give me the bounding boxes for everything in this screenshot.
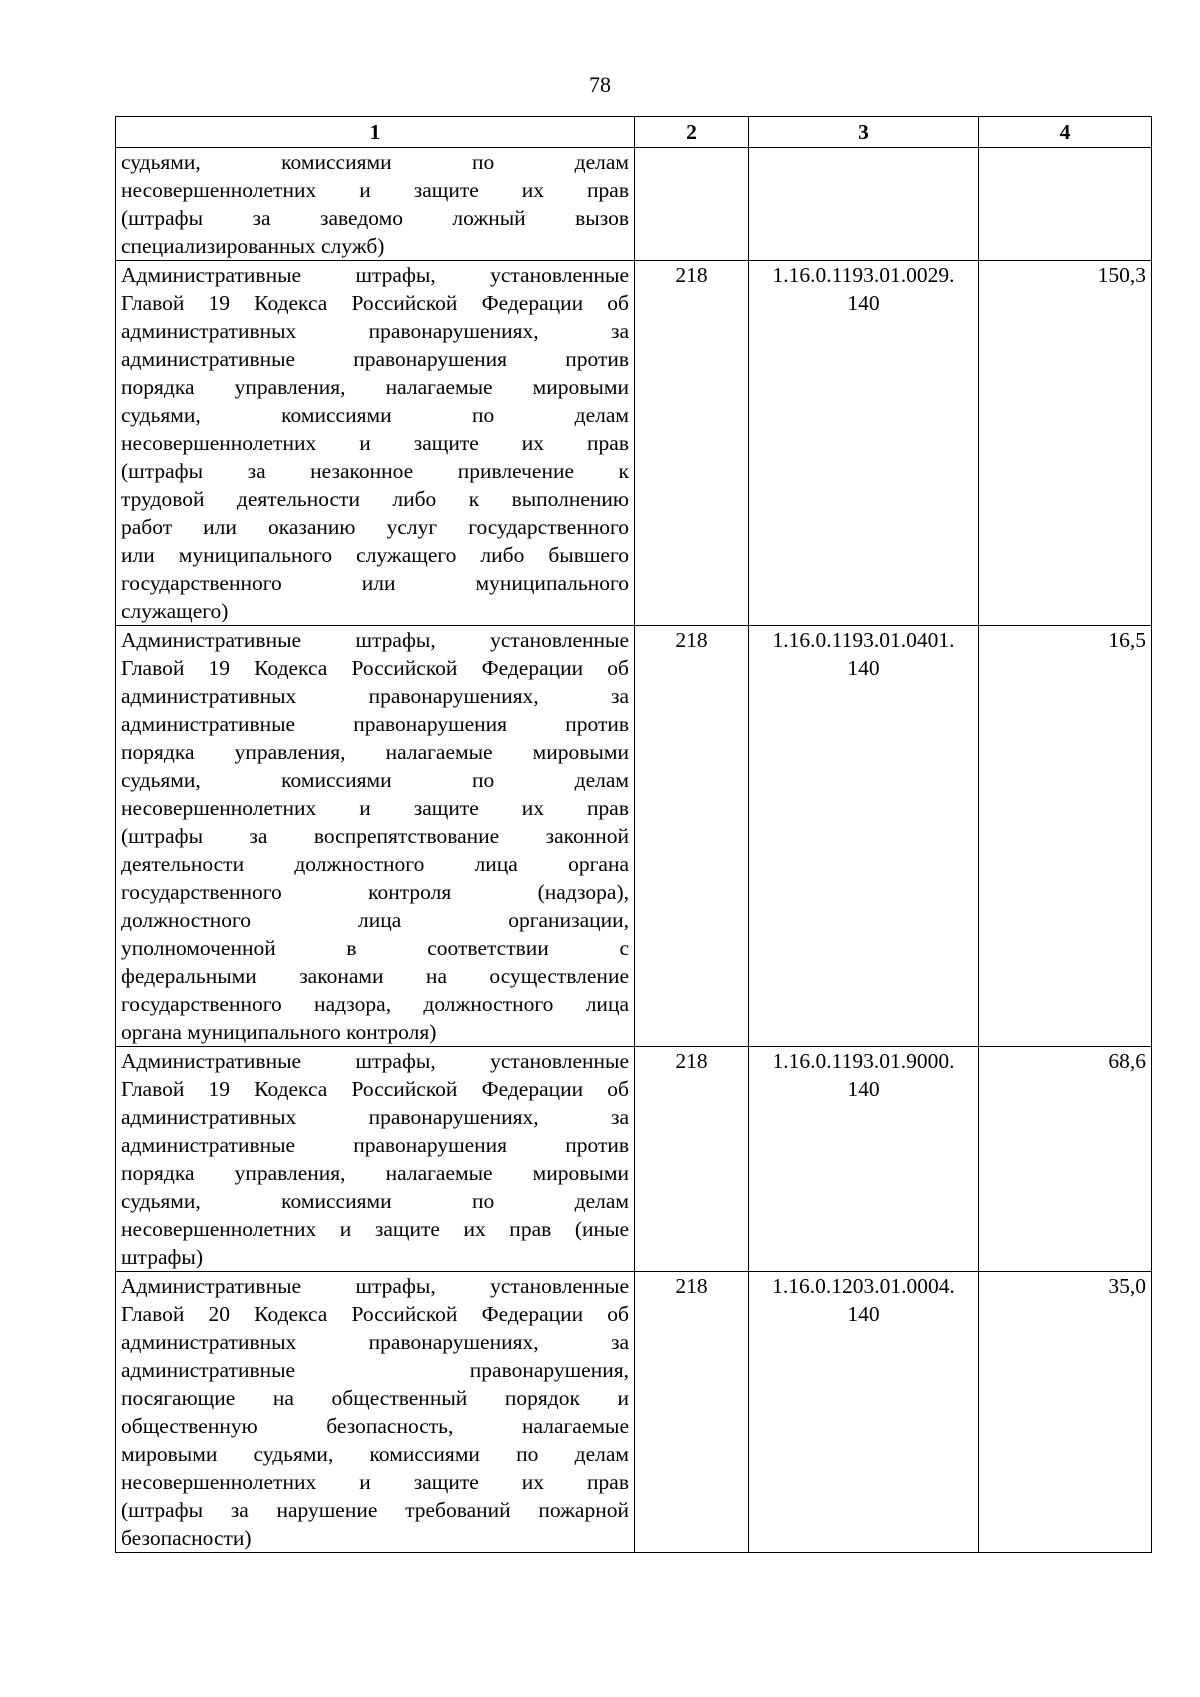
header-col-2: 2	[635, 117, 749, 148]
table-row	[116, 1272, 1152, 1553]
row-amount	[979, 148, 1152, 261]
description-line: государственного контроля (надзора),	[121, 880, 629, 904]
budget-code-line-1: 1.16.0.1203.01.0004.	[772, 1274, 955, 1298]
description-line: органа муниципального контроля)	[121, 1020, 437, 1044]
budget-code-line-1: 1.16.0.1193.01.0401.	[772, 628, 955, 652]
description-line: Административные штрафы, установленные	[121, 1274, 629, 1298]
description-line: несовершеннолетних и защите их прав	[121, 1470, 629, 1494]
description-line: или муниципального служащего либо бывшего	[121, 543, 629, 567]
description-line: уполномоченной в соответствии с	[121, 936, 629, 960]
description-line: безопасности)	[121, 1526, 252, 1550]
description-line: штрафы)	[121, 1245, 204, 1269]
row-admin-code: 218	[635, 626, 749, 1047]
description-line: несовершеннолетних и защите их прав	[121, 431, 629, 455]
description-line: трудовой деятельности либо к выполнению	[121, 487, 629, 511]
table-header	[116, 117, 1152, 148]
description-line: служащего)	[121, 599, 229, 623]
budget-code-line-2: 140	[847, 1302, 880, 1326]
description-line: (штрафы за незаконное привлечение к	[121, 459, 629, 483]
description-line: (штрафы за воспрепятствование законной	[121, 824, 629, 848]
description-line: общественную безопасность, налагаемые	[121, 1414, 629, 1438]
row-admin-code: 218	[635, 261, 749, 626]
row-description	[116, 1272, 635, 1553]
description-line: порядка управления, налагаемые мировыми	[121, 740, 629, 764]
budget-code-line-2: 140	[847, 656, 880, 680]
description-line: административных правонарушениях, за	[121, 319, 629, 343]
description-line: Главой 19 Кодекса Российской Федерации об	[121, 656, 629, 680]
table-row	[116, 261, 1152, 626]
budget-code-line-2: 140	[847, 291, 880, 315]
row-amount: 35,0	[979, 1272, 1152, 1553]
row-budget-code	[749, 261, 979, 626]
row-description	[116, 626, 635, 1047]
description-line: работ или оказанию услуг государственного	[121, 515, 629, 539]
description-line: государственного или муниципального	[121, 571, 629, 595]
header-row	[116, 117, 1152, 148]
description-line: деятельности должностного лица органа	[121, 852, 629, 876]
description-line: судьями, комиссиями по делам	[121, 768, 629, 792]
row-admin-code: 218	[635, 1047, 749, 1272]
description-line: административных правонарушениях, за	[121, 684, 629, 708]
table-row	[116, 148, 1152, 261]
description-line: федеральными законами на осуществление	[121, 964, 629, 988]
table-row	[116, 1047, 1152, 1272]
description-line: судьями, комиссиями по делам	[121, 150, 629, 174]
description-line: административные правонарушения,	[121, 1358, 629, 1382]
page-number: 78	[589, 72, 611, 97]
budget-code-line-1: 1.16.0.1193.01.0029.	[772, 263, 955, 287]
description-line: мировыми судьями, комиссиями по делам	[121, 1442, 629, 1466]
row-budget-code	[749, 626, 979, 1047]
description-line: административные правонарушения против	[121, 347, 629, 371]
header-col-3: 3	[749, 117, 979, 148]
description-line: административных правонарушениях, за	[121, 1105, 629, 1129]
description-line: несовершеннолетних и защите их прав	[121, 796, 629, 820]
header-col-1: 1	[116, 117, 635, 148]
description-line: административные правонарушения против	[121, 712, 629, 736]
description-line: порядка управления, налагаемые мировыми	[121, 1161, 629, 1185]
description-line: Административные штрафы, установленные	[121, 1049, 629, 1073]
description-line: порядка управления, налагаемые мировыми	[121, 375, 629, 399]
description-line: судьями, комиссиями по делам	[121, 403, 629, 427]
description-line: Главой 19 Кодекса Российской Федерации об	[121, 291, 629, 315]
header-col-4: 4	[979, 117, 1152, 148]
description-line: судьями, комиссиями по делам	[121, 1189, 629, 1213]
row-budget-code	[749, 1272, 979, 1553]
description-line: должностного лица организации,	[121, 908, 629, 932]
row-description	[116, 261, 635, 626]
description-line: посягающие на общественный порядок и	[121, 1386, 629, 1410]
row-description	[116, 1047, 635, 1272]
description-line: (штрафы за нарушение требований пожарной	[121, 1498, 629, 1522]
table-body	[116, 148, 1152, 1553]
description-line: несовершеннолетних и защите их прав (иные	[121, 1217, 629, 1241]
row-admin-code	[635, 148, 749, 261]
row-budget-code	[749, 1047, 979, 1272]
revenue-table	[115, 116, 1152, 1553]
description-line: Административные штрафы, установленные	[121, 263, 629, 287]
table-row	[116, 626, 1152, 1047]
description-line: несовершеннолетних и защите их прав	[121, 178, 629, 202]
row-description	[116, 148, 635, 261]
description-line: Главой 19 Кодекса Российской Федерации об	[121, 1077, 629, 1101]
description-line: административные правонарушения против	[121, 1133, 629, 1157]
description-line: государственного надзора, должностного лица	[121, 992, 629, 1016]
description-line: административных правонарушениях, за	[121, 1330, 629, 1354]
row-amount: 68,6	[979, 1047, 1152, 1272]
description-line: (штрафы за заведомо ложный вызов	[121, 206, 629, 230]
row-budget-code	[749, 148, 979, 261]
budget-code-line-2: 140	[847, 1077, 880, 1101]
row-amount: 16,5	[979, 626, 1152, 1047]
row-admin-code: 218	[635, 1272, 749, 1553]
budget-code-line-1: 1.16.0.1193.01.9000.	[772, 1049, 955, 1073]
row-amount: 150,3	[979, 261, 1152, 626]
description-line: специализированных служб)	[121, 234, 385, 258]
description-line: Главой 20 Кодекса Российской Федерации об	[121, 1302, 629, 1326]
description-line: Административные штрафы, установленные	[121, 628, 629, 652]
